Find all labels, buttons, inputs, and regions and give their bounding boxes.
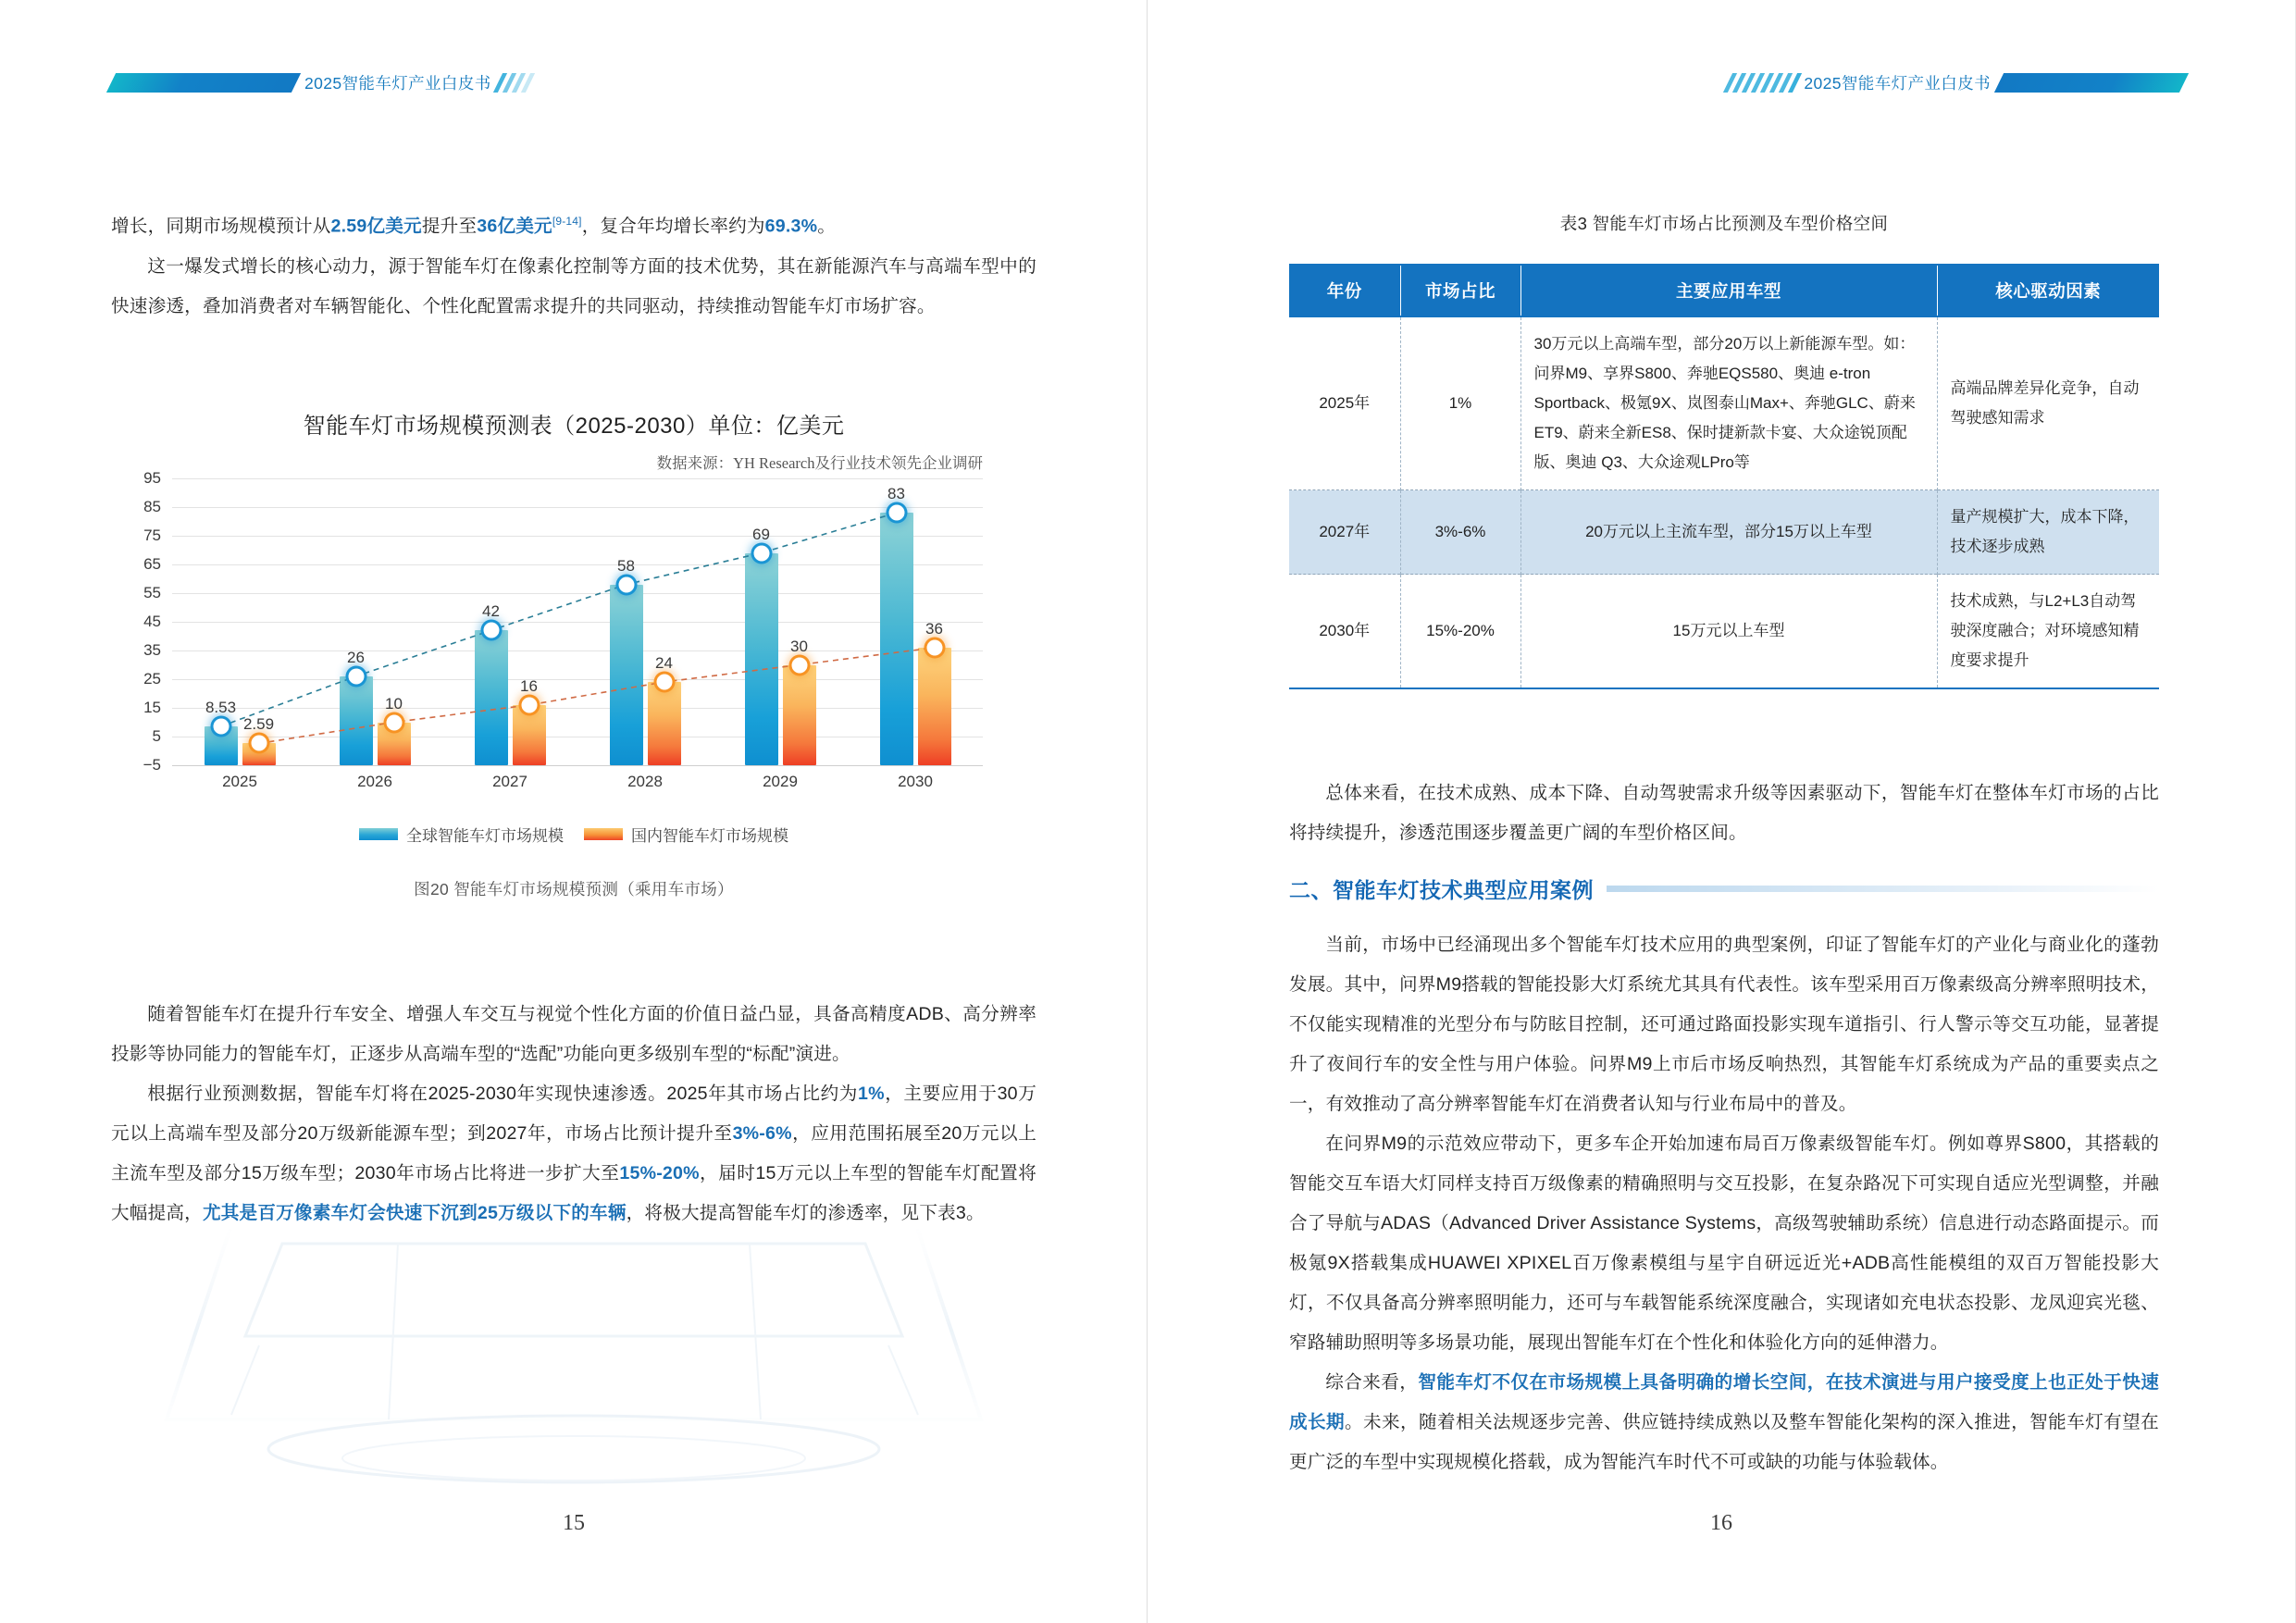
bar-group	[442, 478, 577, 765]
cell-models: 30万元以上高端车型，部分20万以上新能源车型。如：问界M9、享界S800、奔驰EQS580、奥迪 e-tron Sportback、极氪9X、岚图泰山Max+、奔驰GLC、蔚来ET9、蔚来全新ES8、保时捷新款卡宴、大众途锐顶配版、奥迪 Q3、大众途观LPro等	[1520, 316, 1937, 490]
bar-group	[848, 478, 983, 765]
x-tick-label: 2025	[222, 773, 257, 790]
y-tick-label: 55	[143, 584, 161, 601]
value-label: 10	[385, 694, 403, 712]
y-tick-label: 5	[152, 727, 161, 745]
y-tick-label: 15	[143, 699, 161, 716]
x-tick-label: 2030	[898, 773, 933, 790]
data-point-orange	[521, 697, 537, 712]
chart-bar-groups	[172, 478, 983, 765]
p1-superscript: [9-14]	[552, 215, 582, 228]
p4-c: ，应用范围拓展至20万元以上主流车型及部分15万级车型；2030年市场占比将进一步扩大至	[111, 1123, 1036, 1183]
table-3	[1289, 264, 2159, 689]
th-year: 年份	[1289, 266, 1400, 316]
table-header-row	[1289, 266, 2159, 316]
value-label: 83	[887, 485, 905, 503]
figure-caption: 图20 智能车灯市场规模预测（乘用车市场）	[414, 880, 734, 898]
chart-y-axis	[122, 469, 167, 774]
chart-plot-area	[143, 469, 983, 774]
chart-legend	[111, 823, 1036, 846]
section-heading	[1289, 873, 2159, 904]
legend-swatch	[584, 828, 623, 840]
cell-year: 2030年	[1289, 575, 1400, 689]
value-label: 2.59	[242, 715, 275, 734]
left-text-top	[111, 202, 1036, 327]
bar-group	[172, 478, 307, 765]
bar-blue	[340, 648, 373, 765]
paragraph-3: 随着智能车灯在提升行车安全、增强人车交互与视觉个性化方面的价值日益凸显，具备高精度ADB、高分辨率投影等协同能力的智能车灯，正逐步从高端车型的“选配”功能向更多级别车型的“标配”演进。	[111, 1004, 1036, 1064]
pb3-a: 综合来看，	[1325, 1372, 1419, 1393]
value-label: 69	[752, 525, 770, 543]
p1-bold-2: 36亿美元	[477, 216, 552, 237]
y-tick-label: −5	[143, 756, 161, 774]
data-point-orange	[926, 639, 942, 655]
header-bar-icon	[1994, 73, 2189, 93]
value-label: 16	[520, 676, 538, 695]
bar-blue	[880, 485, 913, 765]
legend-label: 国内智能车灯市场规模	[631, 827, 788, 845]
y-tick-label: 25	[143, 670, 161, 688]
right-text-1	[1289, 774, 2159, 853]
p4-bold-4: 尤其是百万像素车灯会快速下沉到25万级以下的车辆	[202, 1203, 627, 1223]
legend-item	[359, 823, 564, 846]
paragraph-b1: 当前，市场中已经涌现出多个智能车灯技术应用的典型案例，印证了智能车灯的产业化与商业化的蓬勃发展。其中，问界M9搭载的智能投影大灯系统尤其具有代表性。该车型采用百万像素级高分辨率照明技术，不仅能实现精准的光型分布与防眩目控制，还可通过路面投影实现车道指引、行人警示等交互功能，显著提升了夜间行车的安全性与用户体验。问界M9上市后市场反响热烈，其智能车灯系统成为产品的重要卖点之一，有效推动了高分辨率智能车灯在消费者认知与行业布局中的普及。	[1289, 935, 2159, 1114]
section-heading-rule	[1607, 886, 2159, 892]
page-right	[1148, 0, 2295, 1623]
p4-e: ，将极大提高智能车灯的渗透率，见下表3。	[626, 1203, 985, 1223]
p1-bold-3: 69.3%	[764, 216, 818, 237]
y-tick-label: 75	[143, 527, 161, 544]
data-point-orange	[791, 657, 807, 673]
x-tick-label: 2028	[627, 773, 663, 790]
p4-bold-1: 1%	[858, 1084, 885, 1104]
data-point-blue	[483, 623, 499, 638]
x-tick-label: 2029	[763, 773, 798, 790]
paragraph-4	[111, 1074, 1036, 1233]
data-point-blue	[888, 505, 904, 521]
gridline	[172, 765, 983, 766]
bar-orange	[378, 694, 411, 766]
cell-year: 2027年	[1289, 490, 1400, 575]
value-label: 8.53	[205, 699, 237, 717]
data-point-blue	[348, 668, 364, 684]
value-label: 30	[790, 637, 808, 655]
bar-group	[307, 478, 442, 765]
data-point-blue	[618, 576, 634, 592]
legend-item	[584, 823, 788, 846]
data-point-orange	[656, 675, 672, 690]
cell-models: 15万元以上车型	[1520, 575, 1937, 689]
running-header-right	[1728, 61, 2184, 104]
paragraph-b2: 在问界M9的示范效应带动下，更多车企开始加速布局百万像素级智能车灯。例如尊界S800，其搭载的智能交互车语大灯同样支持百万级像素的精确照明与交互投影，在复杂路况下可实现自适应光型调整，并融合了导航与ADAS（Advanced Driver Assistance Systems，高级驾驶辅助系统）信息进行动态路面提示。而极氪9X搭载集成HUAWEI XPIXEL百万像素模组与星宇自研远近光+ADB高性能模组的双百万智能投影大灯，不仅具备高分辨率照明能力，还可与车载智能系统深度融合，实现诸如充电状态投影、龙凤迎宾光毯、窄路辅助照明等多场景功能，展现出智能车灯在个性化和体验化方向的延伸潜力。	[1289, 1134, 2159, 1353]
bar-blue	[610, 556, 643, 765]
y-tick-label: 35	[143, 641, 161, 659]
value-label: 58	[617, 556, 635, 575]
chart-title: 智能车灯市场规模预测表（2025-2030）单位：亿美元	[303, 414, 845, 439]
left-text-bottom	[111, 995, 1036, 1233]
page-number-left: 15	[563, 1511, 585, 1535]
p4-bold-3: 15%-20%	[619, 1163, 700, 1183]
p4-a: 根据行业预测数据，智能车灯将在2025-2030年实现快速渗透。2025年其市场占比约为	[147, 1084, 859, 1104]
cell-share: 3%-6%	[1400, 490, 1520, 575]
data-point-orange	[386, 714, 402, 730]
p1-mid2: ，复合年均增长率约为	[581, 216, 765, 237]
paragraph-after-table: 总体来看，在技术成熟、成本下降、自动驾驶需求升级等因素驱动下，智能车灯在整体车灯市场的占比将持续提升，渗透范围逐步覆盖更广阔的车型价格区间。	[1289, 783, 2159, 843]
value-label: 36	[925, 619, 943, 638]
pb3-b: 。未来，随着相关法规逐步完善、供应链持续成熟以及整车智能化架构的深入推进，智能车灯有望在更广泛的车型中实现规模化搭载，成为智能汽车时代不可或缺的功能与体验载体。	[1289, 1412, 2159, 1472]
cell-year: 2025年	[1289, 316, 1400, 490]
y-tick-label: 45	[143, 613, 161, 630]
table-block	[1289, 211, 2159, 235]
bar-orange	[783, 637, 816, 766]
p4-d: ，届时15万元以上车型的智能车灯配置将大幅提高，	[111, 1163, 1036, 1223]
cell-share: 1%	[1400, 316, 1520, 490]
bar-blue	[475, 602, 508, 765]
legend-label: 全球智能车灯市场规模	[406, 827, 564, 845]
header-ticks-icon	[498, 73, 530, 93]
paragraph-2: 这一爆发式增长的核心动力，源于智能车灯在像素化控制等方面的技术优势，其在新能源汽车与高端车型中的快速渗透，叠加消费者对车辆智能化、个性化配置需求提升的共同驱动，持续推动智能车灯市场扩容。	[111, 255, 1036, 316]
data-point-blue	[753, 545, 769, 561]
bar-blue	[745, 525, 778, 765]
value-label: 42	[482, 602, 500, 621]
bar-orange	[242, 715, 276, 765]
p1-bold-1: 2.59亿美元	[330, 216, 422, 237]
p1-pre: 增长，同期市场规模预计从	[111, 216, 331, 237]
chart-source: 数据来源：YH Research及行业技术领先企业调研	[656, 454, 983, 472]
table-title: 表3 智能车灯市场占比预测及车型价格空间	[1559, 214, 1889, 233]
table-row	[1289, 316, 2159, 490]
x-tick-label: 2026	[357, 773, 392, 790]
bar-blue	[205, 699, 238, 765]
header-ticks-icon	[1728, 73, 1797, 93]
bar-orange	[918, 619, 951, 765]
chart-x-axis	[172, 773, 983, 791]
header-label: 2025智能车灯产业白皮书	[1804, 73, 1991, 93]
pb3-bold: 智能车灯不仅在市场规模上具备明确的增长空间，在技术演进与用户接受度上也正处于快速成长期	[1289, 1372, 2160, 1432]
th-drivers: 核心驱动因素	[1937, 266, 2159, 316]
bar-group	[713, 478, 848, 765]
p4-bold-2: 3%-6%	[732, 1123, 792, 1144]
p1-end: 。	[817, 216, 837, 237]
data-point-blue	[213, 719, 229, 735]
bar-orange	[648, 654, 681, 765]
running-header-left	[111, 61, 530, 104]
p1-mid: 提升至	[421, 216, 478, 237]
legend-swatch	[359, 828, 398, 840]
right-text-2	[1289, 925, 2159, 1482]
cell-drivers: 量产规模扩大，成本下降，技术逐步成熟	[1937, 490, 2159, 575]
page-number-right: 16	[1710, 1511, 1732, 1535]
header-label: 2025智能车灯产业白皮书	[304, 73, 491, 93]
table-row	[1289, 575, 2159, 689]
paragraph-1	[111, 202, 1036, 247]
y-tick-label: 85	[143, 498, 161, 515]
x-tick-label: 2027	[492, 773, 527, 790]
table-row	[1289, 490, 2159, 575]
value-label: 24	[655, 654, 673, 673]
p4-b: ，主要应用于30万元以上高端车型及部分20万级新能源车型；到2027年，市场占比预计提升至	[111, 1084, 1036, 1144]
cell-share: 15%-20%	[1400, 575, 1520, 689]
paragraph-b3	[1289, 1363, 2159, 1482]
cell-drivers: 技术成熟，与L2+L3自动驾驶深度融合；对环境感知精度要求提升	[1950, 592, 2140, 669]
section-heading-text: 二、智能车灯技术典型应用案例	[1289, 878, 1594, 902]
y-tick-label: 65	[143, 555, 161, 573]
car-watermark-icon	[120, 1188, 1027, 1493]
value-label: 26	[347, 648, 365, 666]
th-models: 主要应用车型	[1520, 266, 1937, 316]
header-bar-icon	[106, 73, 301, 93]
bar-orange	[513, 676, 546, 765]
cell-models: 20万元以上主流车型，部分15万以上车型	[1520, 490, 1937, 575]
bar-group	[577, 478, 713, 765]
data-point-orange	[251, 736, 267, 751]
cell-drivers: 高端品牌差异化竞争，自动驾驶感知需求	[1950, 379, 2140, 427]
y-tick-label: 95	[143, 469, 161, 487]
th-share: 市场占比	[1400, 266, 1520, 316]
chart-figure	[111, 407, 1036, 900]
